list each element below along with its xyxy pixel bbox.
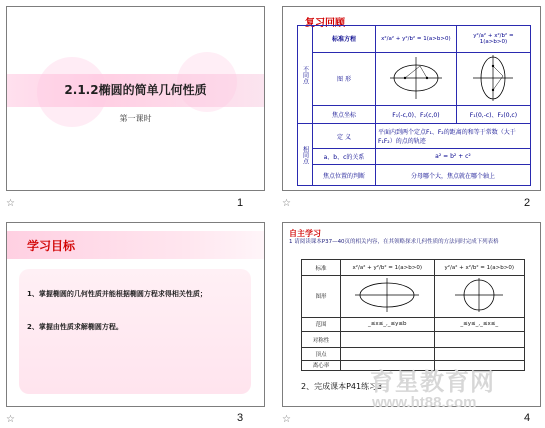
header-std: 标准 (302, 260, 341, 276)
slide-title: 学习目标 (27, 239, 76, 253)
row-judge-label: 焦点位置的判断 (313, 165, 376, 186)
header-std-eq: 标准方程 (313, 26, 376, 53)
page-number: 4 (524, 412, 531, 424)
goal-item-2: 2、掌握由性质求解椭圆方程。 (27, 323, 123, 331)
row-range-label: 范围 (302, 317, 341, 331)
slide-title: 2.1.2椭圆的简单几何性质 (64, 83, 207, 97)
watermark-cn: 育星教育网 (370, 367, 495, 396)
judge-text: 分母哪个大，焦点就在哪个轴上 (376, 165, 531, 186)
row-abc-label: a、b、c的关系 (313, 149, 376, 165)
slide-subtitle: 第一课时 (119, 114, 152, 123)
eq-y-axis: y²/a² + x²/b² = 1(a>b>0) (456, 26, 530, 53)
slide-2[interactable] (282, 6, 541, 191)
intro-text: 1 请阅读课本P37—40页的相关内容，在其领略探求几何性质的方法同时完成下列表格 (289, 239, 499, 245)
row-def-label: 定 义 (313, 124, 376, 149)
row-focus-label: 焦点坐标 (313, 105, 376, 123)
row-ecc-label: 离心率 (302, 360, 341, 370)
transition-star-icon[interactable]: ☆ (6, 414, 15, 425)
focus-y-axis: F₁(0,-c)、F₂(0,c) (456, 105, 530, 123)
transition-star-icon[interactable]: ☆ (6, 198, 15, 209)
section-header: 自主学习 (289, 229, 321, 238)
graph-vertical-ellipse (434, 276, 524, 317)
focus-x-axis: F₁(-c,0)、F₂(c,0) (376, 105, 457, 123)
page-number: 2 (524, 197, 531, 209)
abc-text: a² = b² + c² (376, 149, 531, 165)
range-y-axis: _≤y≤_,_≤x≤_ (434, 317, 524, 331)
section-header: 复习回顾 (305, 18, 345, 29)
transition-star-icon[interactable]: ☆ (282, 414, 291, 425)
eq-x-axis: x²/a² + y²/b² = 1(a>b>0) (376, 26, 457, 53)
eq-x-axis: x²/a² + y²/b² = 1(a>b>0) (341, 260, 435, 276)
def-text: 平面内到两个定点F₁、F₂的距离的和等于常数（大于F₁F₂）的点的轨迹 (376, 124, 531, 149)
review-table (297, 25, 531, 186)
slide-3[interactable] (6, 222, 265, 407)
slide-1[interactable] (6, 6, 265, 191)
side-label-same: 相同点 (298, 124, 313, 186)
graph-horizontal-ellipse (376, 52, 457, 105)
graph-horizontal-ellipse (341, 276, 435, 317)
range-x-axis: _≤x≤_,_≤y≤b (341, 317, 435, 331)
row-graph-label: 图形 (302, 276, 341, 317)
graph-vertical-ellipse (456, 52, 530, 105)
watermark-url: www.ht88.com (372, 394, 477, 411)
page-number: 3 (237, 412, 244, 424)
eq-y-axis: y²/a² + x²/b² = 1(a>b>0) (434, 260, 524, 276)
transition-star-icon[interactable]: ☆ (282, 198, 291, 209)
row-sym-label: 对称性 (302, 331, 341, 347)
page-number: 1 (237, 197, 244, 209)
row-graph-label: 图 形 (313, 52, 376, 105)
row-vertex-label: 顶点 (302, 348, 341, 360)
goal-item-1: 1、掌握椭圆的几何性质并能根据椭圆方程求得相关性质； (27, 290, 207, 298)
side-label-diff: 不同点 (298, 26, 313, 124)
task-2: 2、完成课本P41练习3 (301, 382, 383, 391)
property-table (301, 259, 525, 371)
